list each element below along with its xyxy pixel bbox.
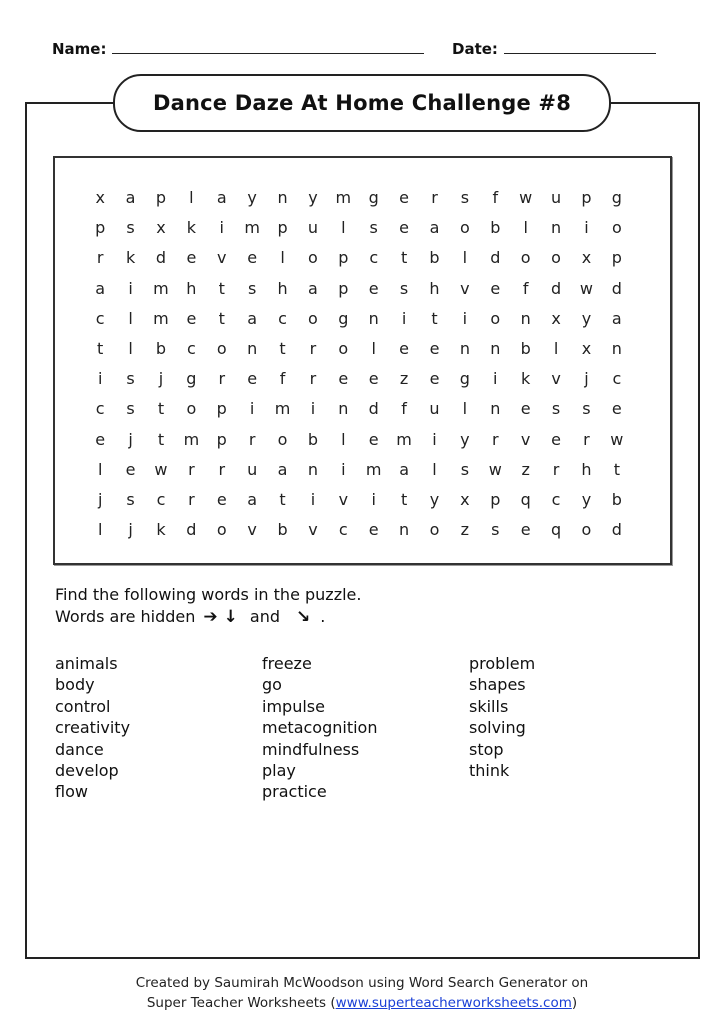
- footer-credit: [0, 973, 724, 1013]
- grid-letter: p: [277, 218, 288, 238]
- grid-letter: r: [188, 489, 195, 509]
- word-item: control: [55, 696, 111, 716]
- grid-letter: s: [491, 520, 500, 540]
- grid-letter: x: [156, 218, 166, 238]
- grid-letter: l: [432, 459, 437, 479]
- grid-letter: d: [186, 520, 197, 540]
- grid-letter: i: [310, 399, 316, 419]
- grid-letter: v: [308, 520, 318, 540]
- grid-letter: i: [462, 308, 468, 328]
- grid-letter: w: [488, 459, 502, 479]
- grid-letter: a: [399, 459, 409, 479]
- grid-letter: s: [582, 399, 591, 419]
- grid-letter: s: [126, 489, 135, 509]
- grid-letter: m: [153, 278, 169, 298]
- grid-letter: b: [429, 248, 440, 268]
- word-item: practice: [262, 782, 327, 802]
- grid-letter: u: [307, 218, 318, 238]
- word-list-column-1: [55, 653, 130, 803]
- grid-letter: i: [401, 308, 407, 328]
- grid-letter: e: [216, 489, 227, 509]
- grid-letter: n: [307, 459, 318, 479]
- grid-letter: e: [247, 248, 258, 268]
- grid-letter: v: [247, 520, 257, 540]
- grid-letter: o: [490, 308, 501, 328]
- grid-letter: s: [551, 399, 561, 419]
- grid-letter: e: [368, 520, 379, 540]
- grid-letter: u: [429, 399, 440, 419]
- instructions: [55, 584, 361, 628]
- footer-suffix: ): [571, 995, 578, 1011]
- grid-letter: t: [431, 308, 438, 328]
- grid-letter: l: [553, 338, 559, 358]
- grid-letter: y: [460, 429, 470, 449]
- grid-letter: l: [280, 248, 285, 268]
- grid-letter: o: [216, 520, 227, 540]
- instructions-prefix: Words are hidden: [55, 607, 196, 626]
- grid-letter: n: [277, 188, 288, 207]
- grid-letter: a: [247, 489, 258, 509]
- grid-letter: y: [581, 308, 592, 328]
- grid-letter: w: [579, 278, 593, 298]
- grid-letter: y: [581, 489, 592, 509]
- grid-letter: w: [610, 429, 624, 449]
- grid-letter: r: [309, 369, 317, 389]
- grid-letter: t: [400, 248, 408, 268]
- grid-letter: t: [157, 399, 165, 419]
- grid-letter: i: [584, 218, 589, 238]
- grid-letter: m: [244, 218, 260, 238]
- grid-letter: n: [247, 338, 258, 358]
- grid-letter: m: [365, 459, 382, 479]
- word-item: go: [262, 675, 282, 695]
- grid-letter: i: [493, 369, 498, 389]
- grid-letter: x: [581, 248, 592, 268]
- grid-letter: x: [95, 188, 105, 207]
- grid-letter: v: [551, 369, 561, 389]
- grid-letter: l: [128, 338, 133, 358]
- grid-letter: k: [186, 218, 196, 238]
- grid-letter: p: [611, 248, 622, 268]
- grid-letter: e: [429, 369, 440, 389]
- grid-letter: l: [128, 308, 133, 328]
- footer-line-2: [0, 993, 724, 1013]
- grid-letter: n: [490, 399, 501, 419]
- grid-letter: c: [186, 338, 196, 358]
- grid-letter: y: [308, 188, 318, 207]
- grid-letter: r: [218, 369, 226, 389]
- grid-letter: e: [368, 278, 379, 298]
- word-item: skills: [469, 696, 509, 716]
- grid-letter: e: [247, 369, 258, 389]
- word-item: metacognition: [262, 718, 378, 738]
- grid-letter: s: [460, 188, 470, 207]
- grid-letter: m: [183, 429, 200, 449]
- grid-letter: a: [611, 308, 622, 328]
- grid-letter: z: [399, 369, 409, 389]
- grid-letter: o: [551, 248, 561, 268]
- grid-letter: m: [396, 429, 412, 449]
- grid-letter: t: [613, 459, 620, 479]
- grid-letter: l: [189, 188, 194, 207]
- word-item: think: [469, 761, 510, 781]
- word-item: solving: [469, 718, 526, 738]
- grid-letter: b: [155, 338, 167, 358]
- word-list-column-2: [262, 653, 377, 803]
- name-label: Name:: [52, 40, 107, 58]
- grid-letter: a: [308, 278, 318, 298]
- grid-letter: f: [279, 369, 286, 389]
- grid-letter: t: [97, 338, 104, 358]
- word-item: animals: [55, 654, 118, 673]
- grid-letter: t: [218, 308, 225, 328]
- footer-line-1: Created by Saumirah McWoodson using Word Search Generator on: [135, 975, 589, 991]
- grid-letter: i: [432, 429, 437, 449]
- word-item: problem: [469, 654, 536, 673]
- grid-letter: t: [157, 429, 165, 449]
- grid-letter: e: [429, 338, 440, 358]
- grid-letter: c: [338, 520, 348, 540]
- grid-letter: c: [95, 308, 105, 328]
- footer-link[interactable]: www.superteacherworksheets.com: [335, 995, 572, 1011]
- grid-letter: t: [279, 489, 286, 509]
- grid-letter: e: [368, 429, 379, 449]
- grid-letter: e: [95, 429, 106, 449]
- footer-prefix: Super Teacher Worksheets (: [146, 995, 336, 1011]
- grid-letter: o: [308, 308, 318, 328]
- grid-letter: n: [399, 520, 410, 540]
- grid-letter: r: [96, 248, 104, 268]
- grid-letter: i: [341, 459, 346, 479]
- arrow-right-icon: ➔: [203, 607, 218, 627]
- grid-letter: o: [186, 399, 197, 419]
- grid-letter: i: [310, 489, 316, 509]
- grid-letter: x: [581, 338, 592, 358]
- grid-letter: l: [462, 248, 468, 268]
- grid-letter: d: [611, 278, 622, 298]
- grid-letter: v: [520, 429, 531, 449]
- grid-letter: h: [277, 278, 288, 298]
- grid-letter: v: [460, 278, 470, 298]
- grid-letter: j: [97, 489, 103, 509]
- grid-letter: o: [429, 520, 440, 540]
- grid-letter: b: [307, 429, 318, 449]
- grid-letter: l: [341, 218, 346, 238]
- grid-letter: c: [156, 489, 166, 509]
- grid-letter: d: [611, 520, 622, 540]
- word-item: body: [55, 675, 95, 695]
- grid-letter: v: [338, 489, 349, 509]
- word-item: creativity: [55, 718, 131, 738]
- grid-letter: q: [520, 489, 531, 509]
- grid-letter: p: [581, 188, 592, 207]
- instructions-line-1: Find the following words in the puzzle.: [55, 585, 362, 604]
- grid-letter: g: [338, 308, 349, 328]
- grid-letter: a: [247, 308, 258, 328]
- grid-letter: o: [459, 218, 470, 238]
- letter-grid: [85, 183, 632, 545]
- grid-letter: v: [217, 248, 227, 268]
- grid-letter: w: [154, 459, 168, 479]
- grid-letter: r: [583, 429, 590, 449]
- and-word: and: [249, 607, 280, 626]
- grid-letter: l: [341, 429, 346, 449]
- grid-letter: n: [338, 399, 349, 419]
- grid-letter: s: [126, 369, 135, 389]
- grid-letter: n: [459, 338, 470, 358]
- grid-letter: r: [491, 429, 499, 449]
- word-item: flow: [55, 782, 88, 802]
- grid-letter: b: [490, 218, 501, 238]
- grid-letter: f: [492, 188, 499, 207]
- grid-letter: o: [216, 338, 227, 358]
- grid-letter: p: [338, 248, 349, 268]
- grid-letter: g: [368, 188, 379, 207]
- grid-letter: j: [128, 520, 133, 540]
- grid-letter: m: [335, 188, 352, 207]
- grid-letter: p: [95, 218, 106, 238]
- grid-letter: p: [216, 399, 227, 419]
- grid-letter: g: [611, 188, 622, 207]
- grid-letter: p: [338, 278, 349, 298]
- grid-letter: k: [156, 520, 166, 540]
- worksheet-title: Dance Daze At Home Challenge #8: [113, 74, 611, 132]
- grid-letter: e: [125, 459, 136, 479]
- grid-letter: o: [308, 248, 318, 268]
- grid-letter: t: [218, 278, 225, 298]
- grid-letter: o: [581, 520, 592, 540]
- word-item: freeze: [262, 654, 312, 673]
- word-item: develop: [55, 761, 119, 781]
- grid-letter: r: [218, 459, 226, 479]
- grid-letter: e: [551, 429, 561, 449]
- grid-letter: c: [278, 308, 287, 328]
- arrow-down-icon: ↓: [223, 607, 238, 627]
- grid-letter: p: [155, 188, 167, 207]
- grid-letter: p: [490, 489, 501, 509]
- grid-letter: e: [368, 369, 379, 389]
- grid-letter: y: [429, 489, 440, 509]
- grid-letter: e: [611, 399, 622, 419]
- grid-letter: d: [550, 278, 562, 298]
- grid-letter: e: [399, 338, 410, 358]
- grid-letter: l: [462, 399, 468, 419]
- grid-letter: r: [552, 459, 560, 479]
- grid-letter: e: [399, 188, 410, 207]
- grid-letter: b: [611, 489, 622, 509]
- grid-letter: o: [277, 429, 288, 449]
- grid-letter: i: [128, 278, 133, 298]
- grid-letter: o: [338, 338, 349, 358]
- grid-letter: x: [551, 308, 561, 328]
- grid-letter: i: [249, 399, 255, 419]
- grid-letter: h: [581, 459, 592, 479]
- date-blank-line: [504, 41, 656, 54]
- grid-letter: i: [97, 369, 103, 389]
- grid-letter: a: [429, 218, 440, 238]
- grid-letter: s: [247, 278, 257, 298]
- word-list-column-3: [469, 653, 535, 781]
- grid-letter: g: [459, 369, 470, 389]
- grid-letter: y: [247, 188, 257, 207]
- grid-letter: e: [520, 399, 531, 419]
- grid-letter: n: [550, 218, 562, 238]
- grid-letter: s: [126, 218, 135, 238]
- grid-letter: c: [612, 369, 622, 389]
- date-field: [452, 40, 656, 58]
- grid-letter: t: [400, 489, 408, 509]
- grid-letter: e: [338, 369, 349, 389]
- grid-letter: w: [519, 188, 533, 207]
- grid-letter: u: [550, 188, 562, 207]
- grid-letter: a: [277, 459, 288, 479]
- grid-letter: o: [520, 248, 531, 268]
- grid-letter: l: [97, 520, 103, 540]
- grid-letter: n: [490, 338, 501, 358]
- grid-letter: f: [401, 399, 407, 419]
- name-field: [52, 40, 424, 58]
- grid-letter: f: [522, 278, 529, 298]
- grid-letter: h: [186, 278, 197, 298]
- word-item: dance: [55, 739, 104, 759]
- grid-letter: e: [490, 278, 501, 298]
- grid-letter: e: [520, 520, 531, 540]
- grid-letter: b: [520, 338, 531, 358]
- word-item: stop: [469, 739, 504, 759]
- grid-letter: s: [369, 218, 378, 238]
- grid-letter: h: [429, 278, 440, 298]
- grid-letter: l: [523, 218, 528, 238]
- grid-letter: x: [460, 489, 470, 509]
- grid-letter: c: [369, 248, 379, 268]
- grid-letter: q: [550, 520, 562, 540]
- grid-letter: r: [188, 459, 195, 479]
- grid-letter: d: [155, 248, 167, 268]
- grid-letter: j: [128, 429, 133, 449]
- grid-letter: j: [584, 369, 589, 389]
- grid-letter: e: [186, 308, 197, 328]
- grid-letter: p: [216, 429, 227, 449]
- grid-letter: n: [520, 308, 531, 328]
- grid-letter: b: [277, 520, 288, 540]
- grid-letter: s: [460, 459, 470, 479]
- grid-letter: s: [126, 399, 135, 419]
- name-blank-line: [112, 41, 424, 54]
- grid-letter: z: [460, 520, 470, 540]
- grid-letter: a: [216, 188, 227, 207]
- word-item: impulse: [262, 696, 325, 716]
- grid-letter: i: [219, 218, 224, 238]
- grid-letter: l: [371, 338, 376, 358]
- grid-letter: j: [158, 369, 164, 389]
- word-item: play: [262, 761, 296, 781]
- grid-letter: m: [153, 308, 169, 328]
- grid-letter: k: [521, 369, 531, 389]
- grid-letter: a: [125, 188, 136, 207]
- instructions-period: .: [320, 607, 326, 626]
- grid-letter: k: [125, 248, 136, 268]
- grid-letter: r: [431, 188, 438, 207]
- grid-letter: o: [611, 218, 622, 238]
- grid-letter: r: [309, 338, 317, 358]
- instructions-line-2: [55, 606, 361, 628]
- word-item: shapes: [469, 675, 526, 695]
- grid-letter: d: [368, 399, 379, 419]
- grid-letter: g: [186, 369, 197, 389]
- grid-letter: s: [399, 278, 409, 298]
- grid-letter: e: [399, 218, 410, 238]
- arrow-diagonal-icon: ↘: [296, 607, 311, 627]
- date-label: Date:: [452, 40, 498, 58]
- grid-letter: l: [97, 459, 103, 479]
- grid-letter: c: [95, 399, 105, 419]
- grid-letter: u: [247, 459, 258, 479]
- grid-letter: m: [274, 399, 291, 419]
- word-item: mindfulness: [262, 739, 360, 759]
- grid-letter: i: [371, 489, 376, 509]
- grid-letter: d: [490, 248, 501, 268]
- grid-letter: z: [521, 459, 530, 479]
- grid-letter: c: [551, 489, 561, 509]
- grid-letter: n: [368, 308, 379, 328]
- grid-letter: n: [611, 338, 622, 358]
- grid-letter: e: [186, 248, 197, 268]
- grid-letter: t: [279, 338, 286, 358]
- grid-letter: a: [95, 278, 106, 298]
- grid-letter: r: [248, 429, 256, 449]
